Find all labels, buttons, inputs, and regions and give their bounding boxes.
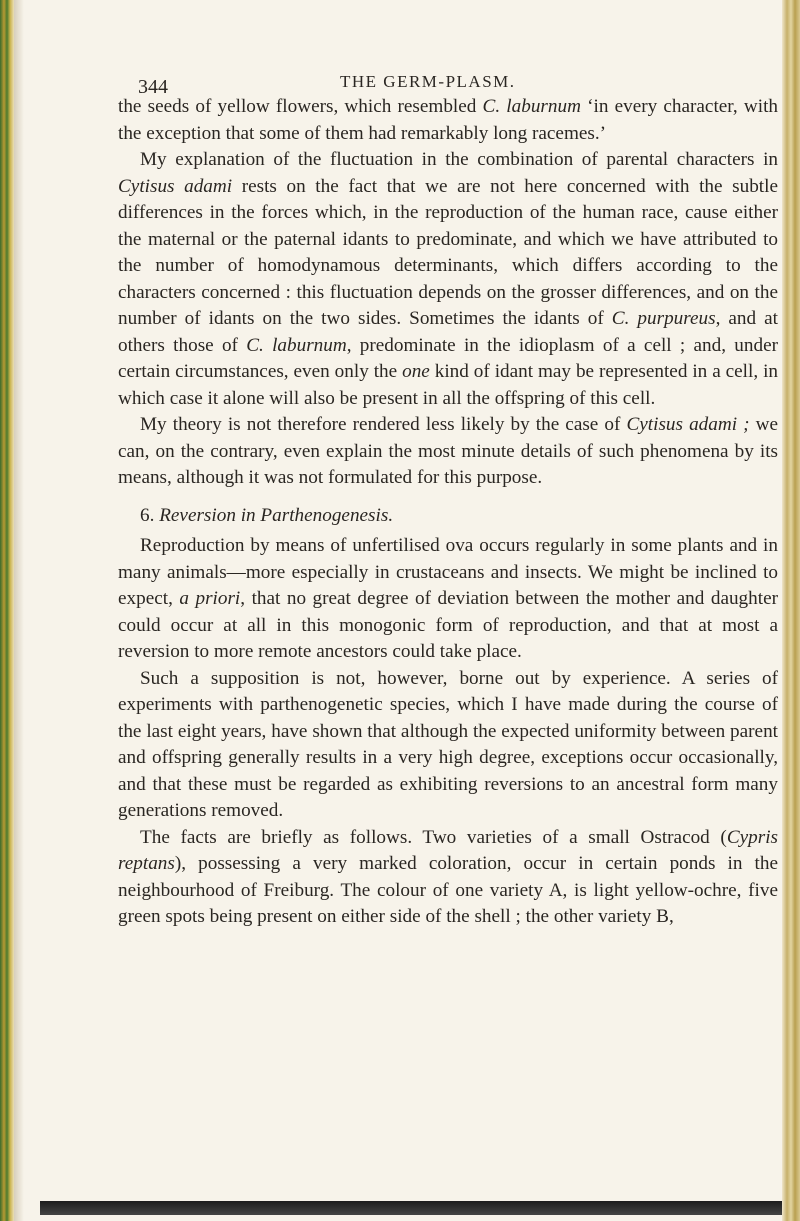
page-number: 344	[138, 76, 168, 98]
paragraph-2: My explanation of the fluctuation in the combination of parental characters in Cytisus adami rests on the fact that we are not here concerned with the subtle differences in the forces which, in the reproduction of the human race, cause either the maternal or the paternal idants to predominate, and which we have attributed to the number of homodynamous determinants, which differs according to the characters concerned : this fluctuation depends on the grosser differences, and on the number of idants on the two sides. Sometimes the idants of C. purpureus, and at others those of C. laburnum, predominate in the idioplasm of a cell ; and, under certain circumstances, even only the one kind of idant may be represented in a cell, in which case it alone will also be present in all the offspring of this cell.	[118, 149, 778, 409]
book-binding-edge	[0, 0, 14, 1221]
paragraph-1: the seeds of yellow flowers, which resembled C. laburnum ‘in every character, with the exception that some of them had remarkably long racemes.’	[118, 96, 778, 144]
body-text	[118, 94, 778, 931]
binding-shadow	[14, 0, 24, 1221]
section-heading: 6. Reversion in Parthenogenesis.	[140, 504, 394, 526]
paragraph-5: Such a supposition is not, however, borne out by experience. A series of experiments with parthenogenetic species, which I have made during the course of the last eight years, have shown that although the expected uniformity between parent and offspring generally results in a very high degree, exceptions occur occasionally, and that these must be regarded as exhibiting reversions to an ancestral form many generations removed.	[118, 667, 778, 821]
running-title: THE GERM-PLASM.	[340, 72, 516, 91]
paragraph-6: The facts are briefly as follows. Two varieties of a small Ostracod (Cypris reptans), possessing a very marked coloration, occur in certain ponds in the neighbourhood of Freiburg. The colour of one variety A, is light yellow-ochre, five green spots being present on either side of the shell ; the other variety B,	[118, 826, 778, 927]
bottom-border	[40, 1201, 782, 1215]
paragraph-4: Reproduction by means of unfertilised ova occurs regularly in some plants and in many animals—more especially in crustaceans and insects. We might be inclined to expect, a priori, that no great degree of deviation between the mother and daughter could occur at all in this monogonic form of reproduction, and that at most a reversion to more remote ancestors could take place.	[118, 535, 778, 662]
paragraph-3: My theory is not therefore rendered less likely by the case of Cytisus adami ; we can, on the contrary, even explain the most minute details of such phenomena by its means, although it was not formulated for this purpose.	[118, 414, 778, 488]
page-edge	[782, 0, 800, 1221]
